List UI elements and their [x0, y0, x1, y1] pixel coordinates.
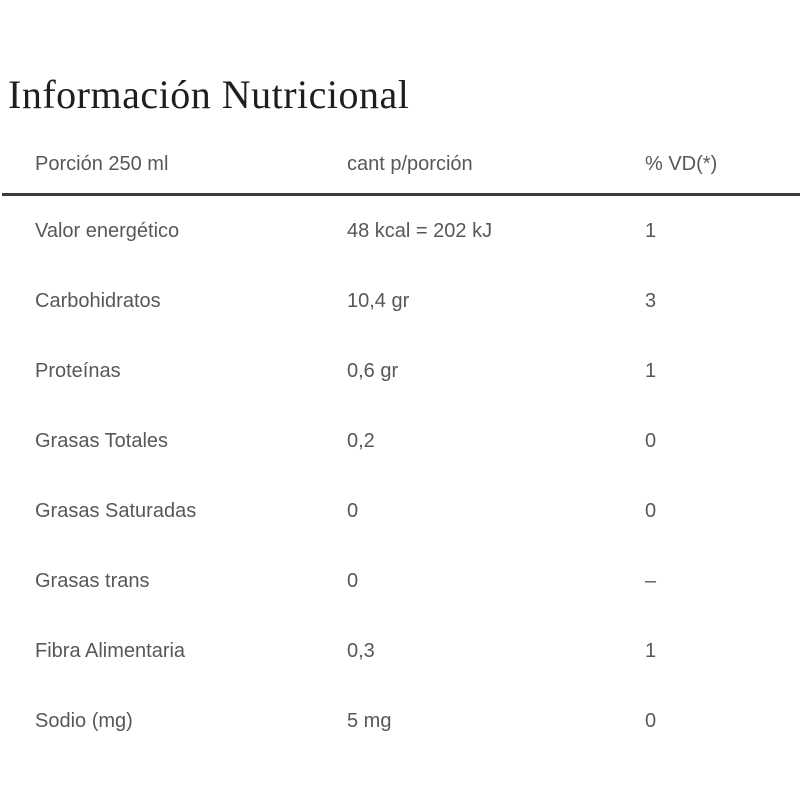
table-row [0, 686, 800, 756]
row-daily-value: – [645, 569, 657, 592]
row-label: Valor energético [35, 219, 180, 242]
row-value: 0,2 [347, 429, 375, 452]
row-label: Grasas Totales [35, 429, 169, 452]
row-label: Proteínas [35, 359, 121, 382]
table-row [0, 476, 800, 546]
row-daily-value: 1 [645, 359, 657, 382]
row-label: Fibra Alimentaria [35, 639, 186, 662]
row-label: Grasas trans [35, 569, 150, 592]
row-daily-value: 0 [645, 709, 657, 732]
table-row [0, 336, 800, 406]
column-header-amount: cant p/porción [347, 152, 473, 175]
row-value: 0 [347, 569, 359, 592]
table-row [0, 266, 800, 336]
nutrition-table [0, 135, 800, 756]
column-header-daily-value: % VD(*) [645, 152, 718, 175]
table-row [0, 616, 800, 686]
row-daily-value: 1 [645, 219, 657, 242]
row-daily-value: 0 [645, 429, 657, 452]
row-label: Sodio (mg) [35, 709, 133, 732]
row-value: 0 [347, 499, 359, 522]
table-row [0, 196, 800, 266]
row-value: 0,6 gr [347, 359, 399, 382]
row-value: 0,3 [347, 639, 375, 662]
column-header-portion: Porción 250 ml [35, 152, 169, 175]
page-title: Información Nutricional [8, 71, 410, 117]
table-row [0, 546, 800, 616]
table-row [0, 406, 800, 476]
row-daily-value: 1 [645, 639, 657, 662]
table-header-row [0, 135, 800, 193]
row-daily-value: 3 [645, 289, 657, 312]
row-value: 5 mg [347, 709, 392, 732]
row-daily-value: 0 [645, 499, 657, 522]
row-label: Carbohidratos [35, 289, 161, 312]
row-label: Grasas Saturadas [35, 499, 197, 522]
row-value: 48 kcal = 202 kJ [347, 219, 493, 242]
row-value: 10,4 gr [347, 289, 410, 312]
